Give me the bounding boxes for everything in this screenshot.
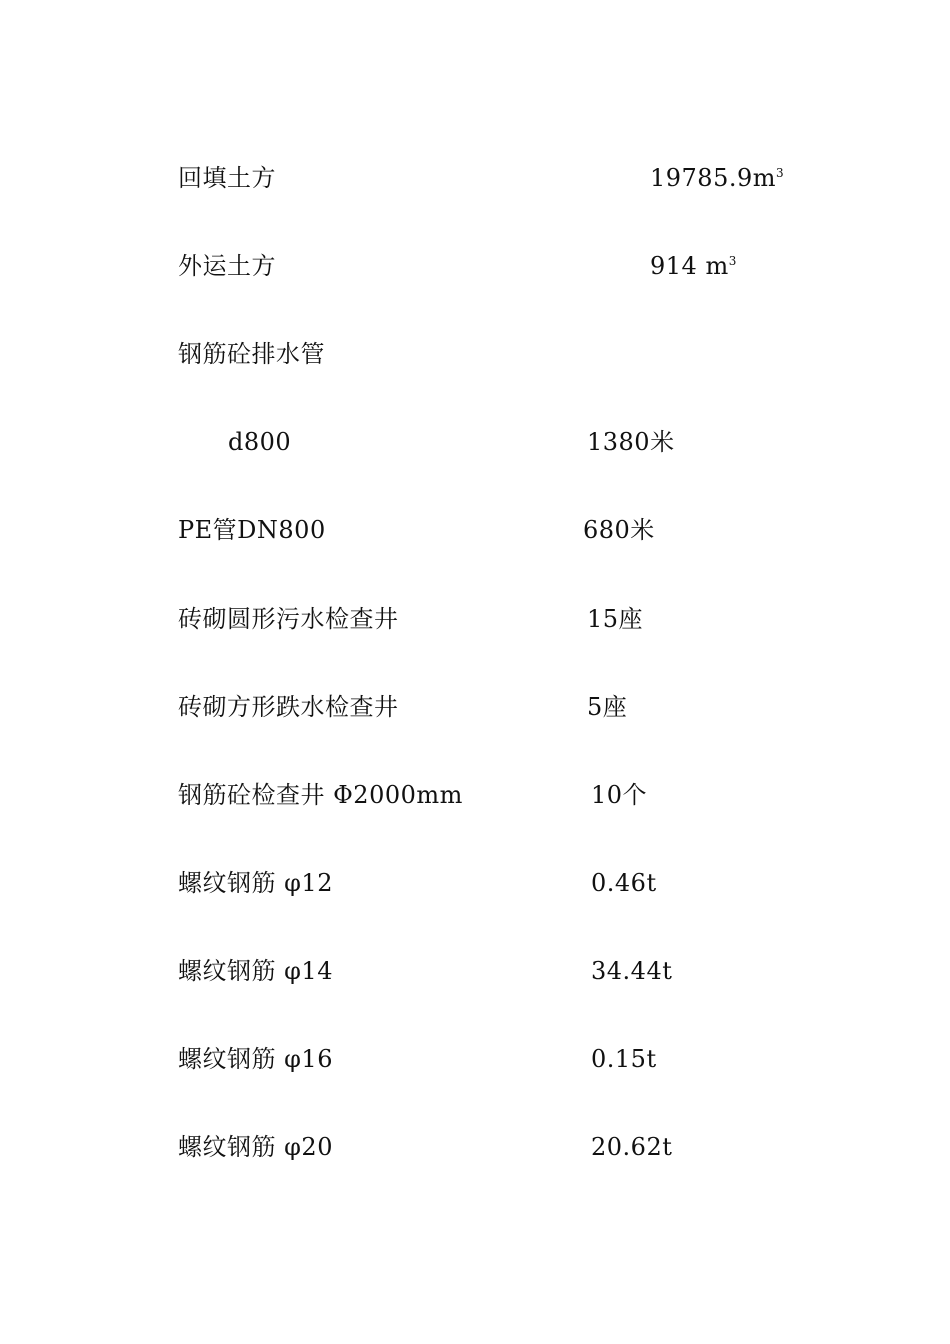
list-item <box>0 951 950 991</box>
list-item <box>0 687 950 727</box>
item-name: 螺纹钢筋 φ16 <box>178 1045 333 1073</box>
list-item <box>0 775 950 815</box>
item-quantity: 1380米 <box>587 428 675 456</box>
item-name: 外运土方 <box>178 252 276 280</box>
item-name: 钢筋砼检查井 Φ2000mm <box>178 781 463 809</box>
item-name: 钢筋砼排水管 <box>178 340 325 368</box>
list-item <box>0 422 950 462</box>
item-name: 砖砌圆形污水检查井 <box>178 605 399 633</box>
list-item <box>0 1127 950 1167</box>
item-quantity: 680米 <box>583 516 655 544</box>
list-item <box>0 158 950 198</box>
item-quantity: 0.46t <box>591 869 657 897</box>
item-name: 螺纹钢筋 φ14 <box>178 957 333 985</box>
unit-superscript: 3 <box>776 166 785 180</box>
item-quantity: 0.15t <box>591 1045 657 1073</box>
item-name: 回填土方 <box>178 164 276 192</box>
item-quantity <box>650 158 784 198</box>
item-quantity: 15座 <box>587 605 644 633</box>
list-item <box>0 863 950 903</box>
unit-superscript: 3 <box>728 254 737 268</box>
item-quantity <box>650 246 737 286</box>
item-quantity: 34.44t <box>591 957 673 985</box>
list-item <box>0 246 950 286</box>
item-name: 螺纹钢筋 φ20 <box>178 1133 333 1161</box>
item-quantity: 5座 <box>587 693 628 721</box>
item-quantity: 10个 <box>591 781 648 809</box>
item-name: 砖砌方形跌水检查井 <box>178 693 399 721</box>
list-item <box>0 1039 950 1079</box>
quantity-value: 914 m <box>650 252 729 280</box>
item-quantity: 20.62t <box>591 1133 673 1161</box>
item-name: 螺纹钢筋 φ12 <box>178 869 333 897</box>
list-item <box>0 510 950 550</box>
list-item <box>0 599 950 639</box>
list-item <box>0 334 950 374</box>
item-name: d800 <box>228 428 292 456</box>
quantity-value: 19785.9m <box>650 164 777 192</box>
item-name: PE管DN800 <box>178 516 326 544</box>
